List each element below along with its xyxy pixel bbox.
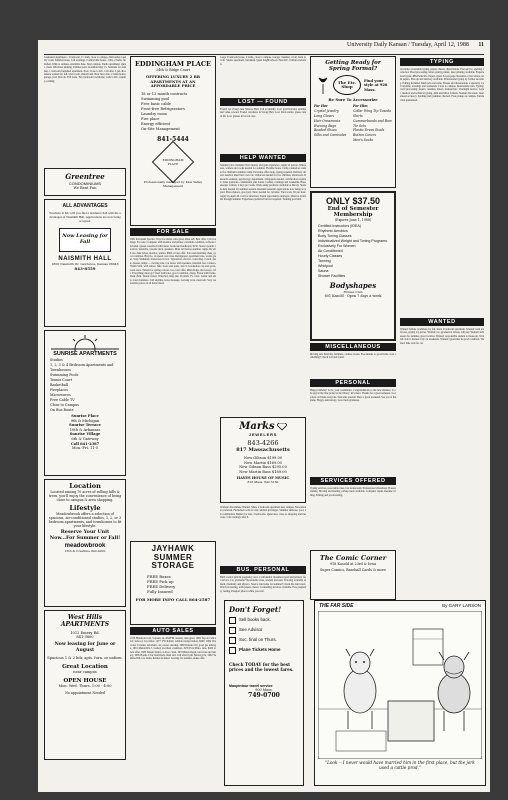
bodyshapes-days: Open 7 days a week <box>346 294 382 298</box>
feature-item: Fire place <box>141 116 160 121</box>
feature-item: FREE Delivery <box>147 583 176 589</box>
jayhawk-summer-storage-ad <box>130 541 216 625</box>
jayhawk-line-2: SUMMER <box>153 552 193 562</box>
westhill-open: OPEN HOUSE <box>63 678 107 685</box>
auto-sales-listings: 1979 Honda Accord, 5-speed, air, AM/FM cassette, runs great. 1982 Toyota Celica GT, sunroof, low miles. 1977 VW Rabbit, reliable transportation, $900. 1984 Chevrolet Cavalier, automatic, air, power steering. 1980 Datsun 210, good gas mileage. 1981 Mazda RX-7, loaded, excellent condition. 1976 Ford Pinto, runs, $400 or best offer. 1983 Nissan Sentra, 4-door, clean. 1978 Buick Regal, new tires and battery. 1985 Honda Civic hatchback, must sell. Call after 6 pm. Motorcycle, 1982 Yamaha 650, low miles, helmet included. Leaving for summer, make offer. <box>130 637 216 661</box>
westhill-lease: Now leasing for June or August <box>54 642 116 653</box>
feature-item: Hourly Classes <box>318 254 343 258</box>
tickets-title: Don't Forget! <box>229 605 282 614</box>
marks-name: Marks <box>239 421 275 432</box>
greentree-ad <box>44 168 126 196</box>
music-phone: 842-5160 <box>264 480 279 484</box>
feature-item: Tanning <box>318 259 331 263</box>
eddingham-managed: Professionally managed by Kaw Valley Management <box>143 179 203 188</box>
bodyshapes-addr: 601 Kasold <box>324 294 344 298</box>
feature-item: Sauna <box>318 269 329 273</box>
bus-personal-header: BUS. PERSONAL <box>220 566 306 574</box>
list-heading: For Him <box>353 104 368 109</box>
sunrise-name: SUNRISE APARTMENTS <box>53 351 117 357</box>
sunrise-terrace: Sunrise Terrace <box>69 423 101 428</box>
eddingham-name: EDDINGHAM PLACE <box>134 60 212 68</box>
eddingham-logo-icon <box>152 141 194 183</box>
feature-item: Individualized Weight and Toning Programs <box>318 239 387 243</box>
membership-expires: (Expires June 1, 1988) <box>334 218 372 222</box>
location-body: Located among 70 acres of rolling hills & trees, you'll enjoy the convenience of being close to campus & area shopping. <box>48 490 122 502</box>
greentree-name: Greentree <box>65 172 105 181</box>
sunrise-hours: Mon.-Fri. 11-5 <box>71 446 99 451</box>
naismith-addr: 1800 Naismith Dr. Lawrence, Kansas 66046 <box>51 262 119 266</box>
help-wanted-listings: Summer jobs available! Earn money and gain experience. Apply in person. Waitresses, waiters and cooks needed for summer. Flexible hours. Camp counselors wanted for children's summer camp. Part-time office help, typing required. Delivery drivers needed, must have own car. Childcare needed for two children, afternoons. Research assistant, psychology department. Lifeguards needed, certification required. Sales positions, commission plus bonus. Cashier, evenings and weekends. Housekeeper wanted, 2 days per week. Work-study positions available at library. Student help needed for summer session. Resident assistant applications now being accepted. Pizza makers, good pay. Tutor needed for calculus. Yard work, $5 per hour. Apply by April 20. Call for interview. Equal opportunity employer. Must be available through summer. Experience preferred but not required. Training provided. <box>220 164 306 202</box>
checklist-item <box>229 617 299 624</box>
marks-jewelers-ad <box>220 417 306 503</box>
list-item: Button Covers <box>353 133 377 138</box>
etc-for-her <box>314 104 353 142</box>
comic-name: The Comic Corner <box>319 554 387 562</box>
eddingham-phone: 841-5444 <box>157 135 189 143</box>
jayhawk-line-3: STORAGE <box>151 561 195 570</box>
marks-phone: 843-4266 <box>247 439 279 447</box>
wanted-listings: Wanted: female roommate for fall, share 2 bedroom apartment. Wanted: used textbooks, paying top prices. Wanted: two graduation tickets, will pay. Wanted: subleasers for summer, great location. Wanted: responsible student to house-sit. Wanted: ride to Kansas City on weekends. Wanted: typewriter in good condition. Wanted: bike rack for car. <box>400 328 484 345</box>
far-side-header <box>315 601 485 611</box>
typing-header: TYPING <box>400 58 484 66</box>
bodyshapes-sub: Fitness Club <box>343 290 363 294</box>
naismith-top: ALL ADVANTAGES <box>62 203 108 209</box>
newspaper-page <box>38 40 490 792</box>
eddingham-logo-text: EDDINGHAM PLACE <box>162 157 184 166</box>
page-header: University Daily Kansan / Tuesday, April 12, 1988 11 <box>44 42 484 55</box>
reserve-text: Reserve Your Unit Now...For Summer or Fall! <box>49 529 121 541</box>
list-item: Long Gloves <box>314 114 334 118</box>
checkbox-icon <box>229 627 236 634</box>
eddingham-offer: OFFERING LUXURY 2 BR APARTMENTS AT AN AFFORDABLE PRICE <box>146 74 200 89</box>
column-2 <box>130 56 216 788</box>
west-hills-ad <box>44 610 126 760</box>
wanted-header: WANTED <box>400 318 484 326</box>
list-heading: For Her <box>314 104 328 109</box>
jayhawk-line-1: JAYHAWK <box>151 544 195 553</box>
meadowbrook-phone: 842-4200 <box>91 549 106 553</box>
feature-item: Exclusively For Women <box>318 244 356 248</box>
far-side-cartoon-illustration <box>318 611 482 759</box>
price-item: New Gibson Bass $295.00 <box>239 465 287 469</box>
checkbox-icon <box>229 647 236 654</box>
etc-brand-row <box>311 75 395 95</box>
bodyshapes-contact: 601 Kasold · Open 7 days a week <box>324 294 382 298</box>
music-addr: 816 Mass. <box>247 480 264 484</box>
list-item: Men's Socks <box>353 137 374 142</box>
meadowbrook-addr: 15th & Crestline <box>64 549 91 553</box>
for-sale-listings: 1981 Kawasaki Spectre. Very low miles, runs great, must sell. Best offer. Call evenings. For sale: Computer with monitor and printer, excellent condition, software included. Queen waterbed with heater, bookcase headboard, $150. Stereo system: receiver, turntable, cassette deck, speakers. Must sell before summer. Apple IIe with two disk drives, monitor, printer. $800 or best offer. Sofa and matching chair, good condition. Bicycle, 12-speed, new tires. Refrigerator, apartment size, works great. Sony Walkman, brand new in box. Typewriter, electric, correcting. Couch, desk, dresser, lamps — moving sale. Car stereo with speakers, installed free. Camera, 35mm SLR, with lenses. Skis, boots and poles, size 9. Graduation cap and gown, worn once. Tickets for spring concert, two, best offer. Mini-fridge, microwave, loft. Everything must go! Used textbooks, good condition, cheap. Futon with frame. Desk chair. Tennis racket. Waterbed, king size. Portable TV, color. Guitar and amp. Lawn furniture. Call anytime, leave message. Leaving town, must sell. Very reasonable prices on all items listed. <box>130 238 216 286</box>
comic-corner-ad <box>310 550 396 600</box>
feature-item: Studios <box>50 358 63 362</box>
checklist-item <box>229 637 299 644</box>
page-number: 11 <box>478 42 484 48</box>
sunrise-terrace-addr: 10th & Arkansas <box>69 427 101 432</box>
list-item: Plastic Dress Studs <box>353 128 385 133</box>
feature-item: Free Cable TV <box>50 398 75 402</box>
checklist-item <box>229 627 299 634</box>
feature-item: FREE Pick up <box>147 578 174 584</box>
feature-item: Swimming pool <box>141 96 170 101</box>
greentree-sub: CONDOMINIUMS <box>68 181 102 186</box>
bodyshapes-ad <box>310 191 396 341</box>
eddingham-place-ad <box>130 56 216 226</box>
music-contact <box>221 480 305 484</box>
list-item: Silks and Camisoles <box>314 133 347 138</box>
naismith-body: Nowhere at KU will you find a residence hall with the advantages of Naismith Hall. Applications are now being accepted. <box>49 211 121 223</box>
feature-item: Energy efficient <box>141 121 171 126</box>
bus-personal-listings: Birth control pills & pregnancy tests. Confidential. Resumes typed and printed, fast service. Car problems? Reasonable rates, student discount. Tutoring available in math, chemistry and physics. Need a ride home for summer? Check the ride board. Word processing, term papers, theses. Counseling services available. Free pregnancy testing. Passport photos while you wait. <box>220 576 306 593</box>
checklist-label: Sell books back. <box>239 617 271 622</box>
jayhawk-info: FOR MORE INFO CALL 864-2587 <box>135 597 211 603</box>
eddingham-features <box>131 92 215 132</box>
lifestyle-title: Lifestyle <box>69 504 101 512</box>
for-sale-header: FOR SALE <box>130 228 216 236</box>
classified-text-block: Graduated Apartment - 2 bedroom, 1½ bath, close to campus, dishwasher, laundry room. Summer lease. Call evenings. Comfortable house - bills, 2 baths, furnished. Walk to campus. Available June. Near campus. Studio apartment. Quiet, clean. Off-street parking. Utilities paid. Available May 15. Sublease for summer. 1 bedroom furnished apartment. Pool. Close to KU. Call after 5 pm. Roommate wanted for fall. Own room, shared bath. Near bus route. 2 bdrm house, garage, yard. Pets ok. Fall lease. Two bedroom townhome, walk to KU, laundry, parking. <box>44 56 126 83</box>
far-side-title: THE FAR SIDE <box>319 603 354 609</box>
westhill-phone: 841-3800 <box>76 635 94 639</box>
maupintour-ad <box>224 600 304 786</box>
comic-sub: Super Comics, Baseball Cards & more <box>319 568 386 572</box>
list-item: Beaded Shoes <box>314 128 337 133</box>
etc-accessorize: Be Sure To Accessorize <box>328 97 378 103</box>
feature-item: Air Conditioned <box>318 249 343 253</box>
feature-item: Shower Facilities <box>318 274 346 278</box>
services-offered-header: SERVICES OFFERED <box>310 477 396 485</box>
feature-item: Basketball <box>50 383 69 387</box>
feature-item: On-Site Management <box>141 126 180 131</box>
etc-shop-ad <box>310 56 396 188</box>
list-item: Evening Bags <box>314 123 337 128</box>
checklist-label: Plane Tickets Home <box>239 647 281 652</box>
etc-shop-logo: The Etc. Shop <box>333 75 361 95</box>
sunrise-village: Sunrise Village <box>69 432 101 437</box>
sunrise-logo-icon <box>45 333 125 351</box>
feature-item: 1, 2, 3 & 4 Bedroom Apartments and Townhouses <box>50 363 114 372</box>
sunrise-locations <box>45 414 125 451</box>
price-item: New Martin Bass $189.00 <box>239 469 287 474</box>
jayhawk-title <box>131 545 215 571</box>
jayhawk-features <box>131 571 215 598</box>
feature-item: Swimming Pools <box>50 373 79 377</box>
far-side-author: By GARY LARSON <box>442 603 481 608</box>
auto-sales-header: AUTO SALES <box>130 627 216 635</box>
membership-title: End of Semester Membership <box>327 206 379 218</box>
membership-price: ONLY $37.50 <box>325 196 381 206</box>
naismith-lease: Now Leasing for Fall <box>59 228 111 252</box>
meadowbrook-brand: meadowbrook <box>64 543 106 549</box>
price-item: New Martin $169.00 <box>244 460 282 465</box>
feature-item: Frost-free Refrigerators <box>141 106 185 111</box>
westhill-spacious: Spacious 1 & 2 bdr. apts. furn. or unfurn. <box>47 656 123 660</box>
paper-date: Tuesday, April 12, 1988 <box>411 42 469 48</box>
list-item: Hair Ornaments <box>314 118 341 123</box>
column-1 <box>44 56 126 788</box>
naismith-phone: 843-8559 <box>74 266 96 271</box>
meadowbrook-ad <box>44 479 126 607</box>
help-wanted-header: HELP WANTED <box>220 154 306 162</box>
feature-item: Tennis Court <box>50 378 73 382</box>
feature-item: Fireplaces <box>50 388 68 392</box>
naismith-hall-ad <box>44 199 126 327</box>
agency-addr: 900 Mass. <box>255 688 273 692</box>
sunrise-village-addr: 6th & Gateway <box>71 436 99 441</box>
list-item: Collar Wing Tip Tuxedo Shirts <box>353 109 392 118</box>
naismith-name: NAISMITH HALL <box>58 256 112 262</box>
typing-listings: Accurate, reasonable typing, papers, theses, dissertations. Fast service, spelling corrected. Word processing, letter quality printer, laser printing available. Experienced typist, IBM Selectric. Papers typed, $1 per page. Resumes, cover letters, term papers. Pick up and delivery available. Professional typing by former secretary. Editing included. Rush jobs welcome. Theses and dissertations a specialty. Call anytime, evenings and weekends. Close to campus. Reasonable rates. Typing/word processing: papers, resumes, letters, manuscripts. Overnight service. Legal, medical and technical typing. APA and MLA formats. Student discounts. Guaranteed accuracy. Spelling and grammar checked. Free pickup on campus. Satisfaction guaranteed. <box>400 68 484 102</box>
westhill-appt: No appointment Needed <box>65 690 105 695</box>
checkbox-icon <box>229 637 236 644</box>
feature-item: Free basic cable <box>141 101 171 106</box>
lifestyle-body: Meadowbrook offers a selection of spacious, air-conditioned studios, 1, 2, or 3 bedroom apartments, and townhomes to fit your lifestyle. <box>48 512 122 528</box>
tickets-check: Check TODAY for the best prices and the lowest fares. <box>229 662 294 672</box>
westhill-near: near campus <box>73 670 97 675</box>
music-prices <box>221 456 305 474</box>
eddingham-addr: 24th & Ridge Court <box>156 68 190 72</box>
checkbox-icon <box>229 617 236 624</box>
personal-header: PERSONAL <box>310 379 396 387</box>
list-item: Crystal Jewelry <box>314 109 339 114</box>
feature-item: FREE Boxes <box>147 573 171 579</box>
bodyshapes-brand: Bodyshapes <box>329 281 377 290</box>
feature-item: Close to Campus <box>50 403 79 407</box>
lost-found-header: LOST — FOUND <box>220 98 306 106</box>
paper-name: University Daily Kansan <box>347 42 407 48</box>
miscellaneous-header: MISCELLANEOUS <box>310 343 396 351</box>
westhill-addr: 1012 Emery Rd. <box>70 631 100 635</box>
etc-lists <box>311 102 395 144</box>
classified-text-block: Woman's Roommate Wanted. Share 2 bedroom apartment near campus. Non-smoker preferred. Furnished room for rent, kitchen privileges. Summer sublease, pool, air conditioned. Duplex for rent, 3 bedrooms. Quiet area, close to shopping and bus route. Call evenings after 6. <box>220 506 306 520</box>
agency-name: Maupintour travel service <box>229 684 273 688</box>
marks-logo <box>221 421 305 432</box>
greentree-tag: We Rent Fun <box>73 186 97 190</box>
sunrise-call: Call 841-2387 <box>70 441 100 446</box>
feature-item: 18 or 12 month contracts <box>141 91 188 96</box>
feature-item: Laundry room <box>141 111 167 116</box>
feature-item: Fully Insured <box>147 589 173 595</box>
list-item: Cummerbunds and Bow Tie Sets <box>353 118 392 128</box>
checklist-label: Soc. final on Thurs. <box>239 637 277 642</box>
lost-found-listings: Found: set of keys near Wescoe Hall. Call to identify. Lost: gold bracelet, sentimental value, reward. Found: calculator in Strong Hall. Lost: black wallet, please return ID. Lost: glasses in brown case. <box>220 108 306 118</box>
feature-item: Microwaves <box>50 393 71 397</box>
sunrise-place-addr: 9th & Michigan <box>70 418 100 423</box>
diamond-icon <box>277 423 287 431</box>
far-side-comic <box>314 600 486 786</box>
feature-item: Whirlpool <box>318 264 333 268</box>
tickets-checklist <box>225 617 303 654</box>
music-store: HAYES HOUSE OF MUSIC <box>236 476 290 480</box>
etc-for-him <box>353 104 392 142</box>
feature-item: Certified Instructors (IDEA) <box>318 224 361 228</box>
classified-text-block: Large 3 bedroom house, 2 baths, close to campus. Garage. Summer or fall. Rent for fall. Studio apartment, furnished. Quiet neighborhood. Near KU. Utilities included. <box>220 56 306 66</box>
membership-features <box>312 222 394 281</box>
comic-addr: 918 Kasold at 23rd & Iowa <box>329 562 377 566</box>
sunrise-place: Sunrise Place <box>71 414 99 418</box>
far-side-caption: "Look -- I never would have married him in the first place, but the jerk used a cattle prod." <box>325 760 475 770</box>
checklist-item <box>229 647 299 654</box>
checklist-label: See Advisor <box>239 627 263 632</box>
services-listings: Typing services, reasonable rates, fast turnaround. Professional alterations. Housecleaning. Moving and hauling, pickup truck available. Computer repair. Resume writing. Editing and proofreading. <box>310 487 396 497</box>
westhill-great: Great Location <box>62 664 108 671</box>
sunrise-features <box>45 357 125 414</box>
sunrise-apartments-ad <box>44 330 126 476</box>
location-title: Location <box>69 482 101 490</box>
etc-title: Getting Ready for Spring Formal? <box>325 60 381 73</box>
feature-item: Rhythmic Aerobics <box>318 229 348 233</box>
marks-sub: JEWELERS <box>248 432 278 437</box>
marks-addr: 817 Massachusetts <box>236 447 290 453</box>
miscellaneous-listings: Moving sale Saturday, furniture, clothes, books. Free kittens to good home. Lost something? Check lost and found. <box>310 353 396 360</box>
westhill-name: West Hills APARTMENTS <box>60 614 110 628</box>
tulip-icon <box>316 76 330 94</box>
feature-item: Body Toning Classes <box>318 234 352 238</box>
feature-item: On Bus Route <box>50 408 74 412</box>
etc-find: Find your style at 928 Mass. <box>364 79 388 92</box>
personal-listings: Happy birthday! Love, your roommates. Congratulations to the new initiates. To the guy in the blue jacket at the library: let's meet. Thanks for a great semester. Good luck on finals everyone. Welcome parents! Have a great weekend. See you at the game. Happy anniversary. Good luck graduates. <box>310 389 396 403</box>
westhill-hours: Mon. Wed. Thurs. 1:00 - 4:00 <box>58 684 112 689</box>
agency-phone: 749-0700 <box>248 692 280 699</box>
price-item: New Gibson $199.00 <box>243 456 283 460</box>
meadowbrook-contact <box>45 549 125 553</box>
